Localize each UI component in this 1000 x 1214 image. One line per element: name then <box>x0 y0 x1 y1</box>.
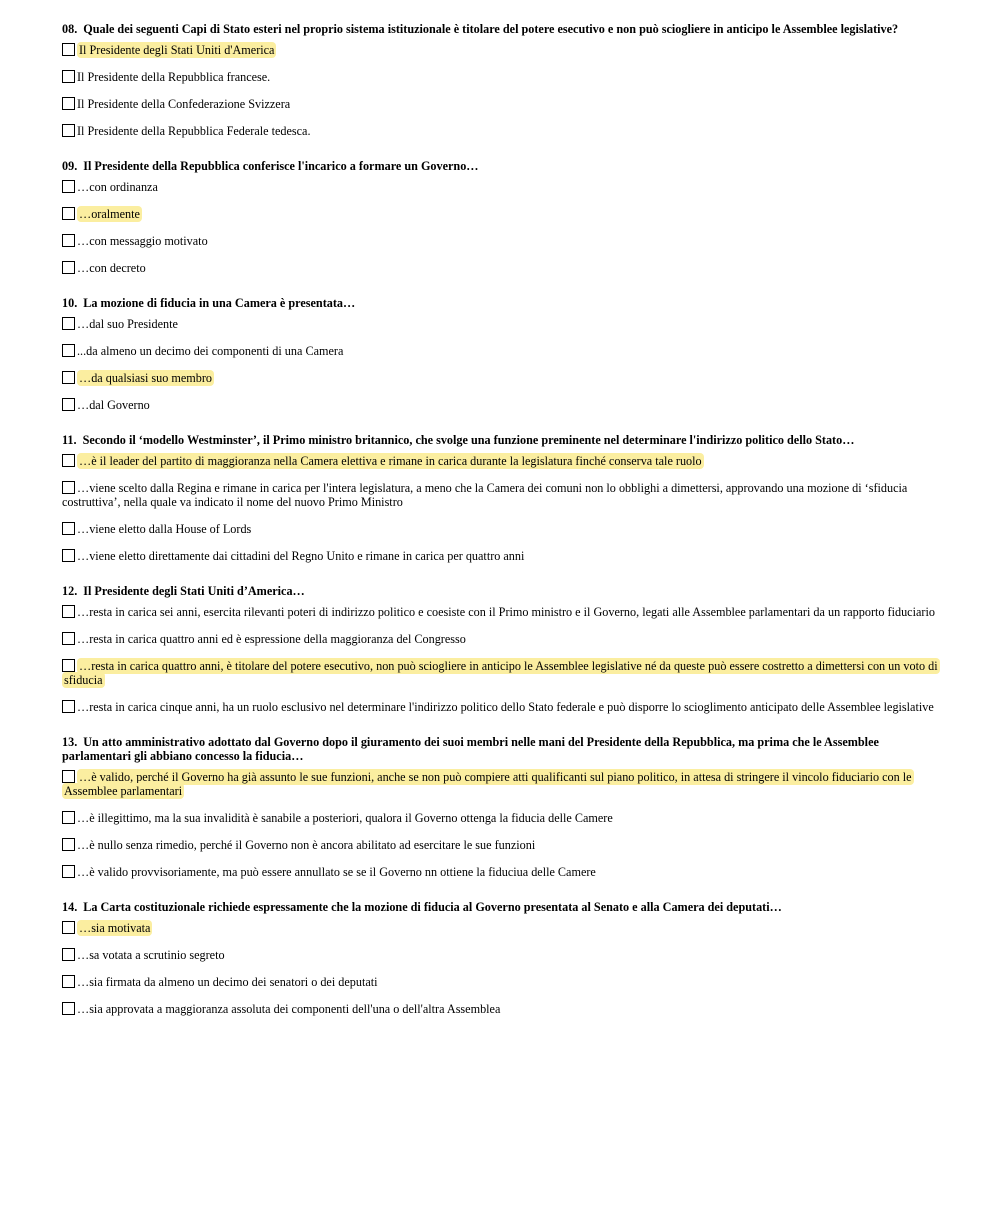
answer-option[interactable] <box>62 207 940 221</box>
answer-checkbox[interactable] <box>62 398 75 411</box>
question-number: 10. <box>62 296 78 310</box>
question-09 <box>62 159 940 275</box>
answer-option[interactable] <box>62 398 940 412</box>
answer-option[interactable] <box>62 549 940 563</box>
answer-checkbox[interactable] <box>62 659 75 672</box>
answer-text: …viene scelto dalla Regina e rimane in carica per l'intera legislatura, a meno che la Camera dei comuni non lo obblighi a dimettersi, approvando una mozione di ‘sfiducia costruttiva’, nella quale va indicato il nome del nuovo Primo Ministro <box>62 481 908 509</box>
answer-text: …è illegittimo, ma la sua invalidità è sanabile a posteriori, qualora il Governo ottenga la fiducia delle Camere <box>77 811 613 825</box>
answer-option[interactable] <box>62 865 940 879</box>
answer-text: …è nullo senza rimedio, perché il Governo non è ancora abilitato ad esercitare le sue funzioni <box>77 838 536 852</box>
answer-checkbox[interactable] <box>62 454 75 467</box>
question-14 <box>62 900 940 1016</box>
answer-text: …è valido provvisoriamente, ma può essere annullato se se il Governo nn ottiene la fiduciua delle Camere <box>77 865 596 879</box>
quiz-page <box>62 22 940 1037</box>
answer-checkbox[interactable] <box>62 43 75 56</box>
answer-checkbox[interactable] <box>62 70 75 83</box>
answer-checkbox[interactable] <box>62 605 75 618</box>
answer-text-highlighted: …da qualsiasi suo membro <box>79 371 213 385</box>
answer-list <box>62 605 940 714</box>
answer-list <box>62 317 940 412</box>
question-number: 11. <box>62 433 77 447</box>
answer-text: …resta in carica quattro anni ed è espressione della maggioranza del Congresso <box>77 632 466 646</box>
answer-checkbox[interactable] <box>62 261 75 274</box>
answer-option[interactable] <box>62 811 940 825</box>
answer-option[interactable] <box>62 454 940 468</box>
answer-text: …sia firmata da almeno un decimo dei senatori o dei deputati <box>77 975 378 989</box>
question-text: La mozione di fiducia in una Camera è presentata… <box>83 296 356 310</box>
answer-option[interactable] <box>62 43 940 57</box>
answer-checkbox[interactable] <box>62 549 75 562</box>
question-title <box>62 159 940 173</box>
answer-option[interactable] <box>62 180 940 194</box>
answer-checkbox[interactable] <box>62 317 75 330</box>
answer-option[interactable] <box>62 261 940 275</box>
answer-text: …con messaggio motivato <box>77 234 208 248</box>
answer-checkbox[interactable] <box>62 1002 75 1015</box>
answer-text: …resta in carica cinque anni, ha un ruolo esclusivo nel determinare l'indirizzo politico dello Stato federale e può disporre lo scioglimento anticipato delle Assemblee legislative <box>77 700 934 714</box>
answer-list <box>62 43 940 138</box>
question-title <box>62 22 940 36</box>
answer-list <box>62 770 940 879</box>
answer-text: …resta in carica sei anni, esercita rilevanti poteri di indirizzo politico e coesiste con il Primo ministro e il Governo, legati alle Assemblee parlamentari da un rapporto fiduciario <box>77 605 935 619</box>
answer-checkbox[interactable] <box>62 344 75 357</box>
answer-checkbox[interactable] <box>62 770 75 783</box>
answer-text: …viene eletto direttamente dai cittadini del Regno Unito e rimane in carica per quattro anni <box>77 549 525 563</box>
answer-text-highlighted: …è valido, perché il Governo ha già assunto le sue funzioni, anche se non può compiere atti qualificanti sul piano politico, in attesa di stringere il vincolo fiduciario con le Assemblee parlamentari <box>64 770 912 798</box>
answer-option[interactable] <box>62 481 940 509</box>
answer-list <box>62 180 940 275</box>
answer-checkbox[interactable] <box>62 234 75 247</box>
question-number: 13. <box>62 735 78 749</box>
answer-option[interactable] <box>62 770 940 798</box>
question-text: Quale dei seguenti Capi di Stato esteri nel proprio sistema istituzionale è titolare del potere esecutivo e non può sciogliere in anticipo le Assemblee legislative? <box>83 22 899 36</box>
question-12 <box>62 584 940 714</box>
answer-checkbox[interactable] <box>62 811 75 824</box>
answer-option[interactable] <box>62 838 940 852</box>
answer-option[interactable] <box>62 522 940 536</box>
answer-text-highlighted: …oralmente <box>79 207 140 221</box>
answer-text-highlighted: …sia motivata <box>79 921 151 935</box>
answer-text: …dal Governo <box>77 398 150 412</box>
answer-option[interactable] <box>62 605 940 619</box>
answer-text: Il Presidente della Confederazione Svizzera <box>77 97 291 111</box>
question-title <box>62 433 940 447</box>
question-13 <box>62 735 940 879</box>
question-title <box>62 735 940 763</box>
question-title <box>62 584 940 598</box>
question-10 <box>62 296 940 412</box>
question-number: 08. <box>62 22 78 36</box>
answer-list <box>62 921 940 1016</box>
answer-text: Il Presidente della Repubblica francese. <box>77 70 271 84</box>
answer-checkbox[interactable] <box>62 838 75 851</box>
answer-checkbox[interactable] <box>62 97 75 110</box>
question-text: Il Presidente della Repubblica conferisce l'incarico a formare un Governo… <box>83 159 479 173</box>
answer-checkbox[interactable] <box>62 700 75 713</box>
answer-text: …sa votata a scrutinio segreto <box>77 948 225 962</box>
answer-checkbox[interactable] <box>62 921 75 934</box>
question-text: Un atto amministrativo adottato dal Governo dopo il giuramento dei suoi membri nelle mani del Presidente della Repubblica, ma prima che le Assemblee parlamentari gli abbiano concesso la fiducia… <box>62 735 879 763</box>
question-text: Secondo il ‘modello Westminster’, il Primo ministro britannico, che svolge una funzione preminente nel determinare l'indirizzo politico dello Stato… <box>82 433 855 447</box>
answer-text: …sia approvata a maggioranza assoluta dei componenti dell'una o dell'altra Assemblea <box>77 1002 501 1016</box>
question-number: 14. <box>62 900 78 914</box>
answer-option[interactable] <box>62 659 940 687</box>
answer-option[interactable] <box>62 70 940 84</box>
question-number: 12. <box>62 584 78 598</box>
question-08 <box>62 22 940 138</box>
answer-option[interactable] <box>62 948 940 962</box>
answer-text-highlighted: Il Presidente degli Stati Uniti d'America <box>79 43 275 57</box>
answer-text: …viene eletto dalla House of Lords <box>77 522 252 536</box>
answer-text: ...da almeno un decimo dei componenti di una Camera <box>77 344 344 358</box>
answer-option[interactable] <box>62 1002 940 1016</box>
question-number: 09. <box>62 159 78 173</box>
answer-checkbox[interactable] <box>62 865 75 878</box>
answer-checkbox[interactable] <box>62 522 75 535</box>
answer-text-highlighted: …resta in carica quattro anni, è titolare del potere esecutivo, non può sciogliere in anticipo le Assemblee legislative né da queste può essere costretto a dimettersi con un voto di sfiducia <box>64 659 938 687</box>
answer-text: Il Presidente della Repubblica Federale tedesca. <box>77 124 311 138</box>
answer-text: …con ordinanza <box>77 180 158 194</box>
answer-list <box>62 454 940 563</box>
answer-text: …dal suo Presidente <box>77 317 178 331</box>
answer-option[interactable] <box>62 921 940 935</box>
answer-checkbox[interactable] <box>62 180 75 193</box>
answer-checkbox[interactable] <box>62 481 75 494</box>
question-text: La Carta costituzionale richiede espressamente che la mozione di fiducia al Governo presentata al Senato e alla Camera dei deputati… <box>83 900 782 914</box>
answer-checkbox[interactable] <box>62 948 75 961</box>
question-text: Il Presidente degli Stati Uniti d’America… <box>83 584 305 598</box>
answer-option[interactable] <box>62 632 940 646</box>
answer-option[interactable] <box>62 700 940 714</box>
answer-option[interactable] <box>62 371 940 385</box>
answer-option[interactable] <box>62 234 940 248</box>
question-title <box>62 296 940 310</box>
answer-checkbox[interactable] <box>62 207 75 220</box>
answer-option[interactable] <box>62 975 940 989</box>
question-11 <box>62 433 940 563</box>
answer-option[interactable] <box>62 97 940 111</box>
answer-checkbox[interactable] <box>62 632 75 645</box>
answer-text: …con decreto <box>77 261 146 275</box>
answer-text-highlighted: …è il leader del partito di maggioranza nella Camera elettiva e rimane in carica durante la legislatura finché conserva tale ruolo <box>79 454 702 468</box>
answer-checkbox[interactable] <box>62 975 75 988</box>
answer-option[interactable] <box>62 317 940 331</box>
question-title <box>62 900 940 914</box>
answer-option[interactable] <box>62 124 940 138</box>
answer-option[interactable] <box>62 344 940 358</box>
answer-checkbox[interactable] <box>62 371 75 384</box>
answer-checkbox[interactable] <box>62 124 75 137</box>
